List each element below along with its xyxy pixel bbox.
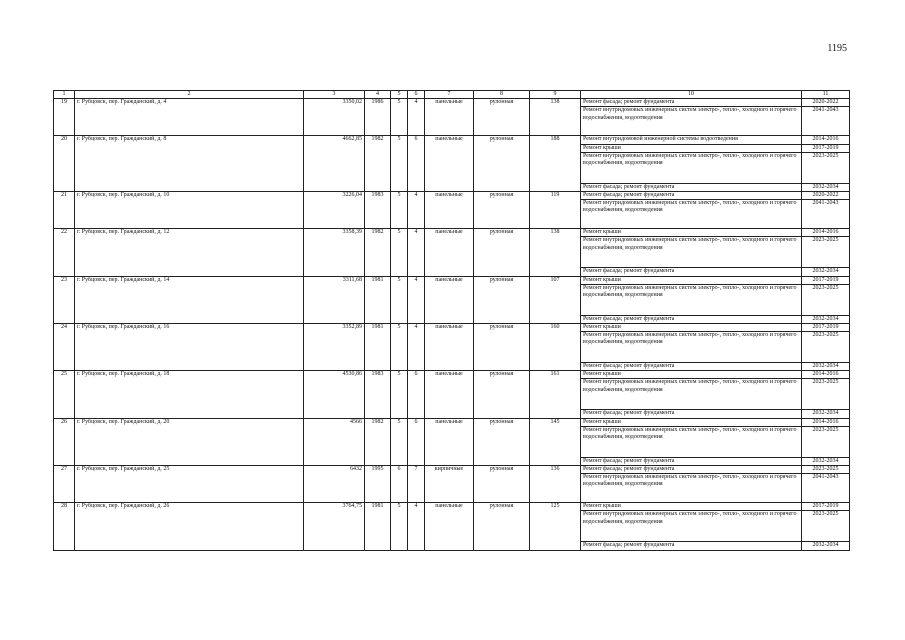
work-type-cell: Ремонт внутридомовых инженерных систем электро-, тепло-, холодного и горячего водоснабжения, водоотведения xyxy=(581,152,802,183)
floors-cell: 5 xyxy=(391,136,408,192)
table-row xyxy=(54,371,850,379)
work-type-cell: Ремонт фасада; ремонт фундамента xyxy=(581,191,802,199)
floors-cell: 5 xyxy=(391,229,408,276)
period-cell: 2017-2019 xyxy=(802,503,850,511)
work-type-cell: Ремонт фасада; ремонт фундамента xyxy=(581,183,802,191)
page-number: 1195 xyxy=(827,43,847,54)
period-cell: 2020-2022 xyxy=(802,191,850,199)
repair-schedule-table xyxy=(53,90,850,551)
work-type-cell: Ремонт фасада; ремонт фундамента xyxy=(581,315,802,323)
table-row xyxy=(54,503,850,511)
walls-cell: панельные xyxy=(425,229,474,276)
address-cell: г. Рубцовск, пер. Гражданский, д. 16 xyxy=(75,323,304,370)
period-cell: 2017-2019 xyxy=(802,144,850,152)
row-number: 26 xyxy=(54,418,75,465)
row-number: 25 xyxy=(54,371,75,418)
area-cell: 3350,02 xyxy=(304,99,365,136)
work-type-cell: Ремонт внутридомовых инженерных систем электро-, тепло-, холодного и горячего водоснабжения, водоотведения xyxy=(581,426,802,457)
walls-cell: панельные xyxy=(425,503,474,550)
entrances-cell: 6 xyxy=(408,418,425,465)
address-cell: г. Рубцовск, пер. Гражданский, д. 14 xyxy=(75,276,304,323)
roof-cell: рулонная xyxy=(474,229,530,276)
residents-cell: 161 xyxy=(530,371,581,418)
walls-cell: панельные xyxy=(425,418,474,465)
address-cell: г. Рубцовск, пер. Гражданский, д. 10 xyxy=(75,191,304,228)
table-row xyxy=(54,99,850,107)
column-number-7: 7 xyxy=(425,91,474,99)
year-cell: 1986 xyxy=(365,99,391,136)
residents-cell: 188 xyxy=(530,136,581,192)
residents-cell: 138 xyxy=(530,229,581,276)
work-type-cell: Ремонт фасада; ремонт фундамента xyxy=(581,363,802,371)
year-cell: 1982 xyxy=(365,229,391,276)
column-number-11: 11 xyxy=(802,91,850,99)
address-cell: г. Рубцовск, пер. Гражданский, д. 25 xyxy=(75,466,304,503)
column-number-5: 5 xyxy=(391,91,408,99)
work-type-cell: Ремонт внутридомовых инженерных систем электро-, тепло-, холодного и горячего водоснабжения, водоотведения xyxy=(581,511,802,542)
year-cell: 1983 xyxy=(365,191,391,228)
period-cell: 2014-2016 xyxy=(802,418,850,426)
period-cell: 2041-2043 xyxy=(802,200,850,229)
period-cell: 2032-2034 xyxy=(802,457,850,465)
column-number-9: 9 xyxy=(530,91,581,99)
work-type-cell: Ремонт фасада; ремонт фундамента xyxy=(581,99,802,107)
column-number-6: 6 xyxy=(408,91,425,99)
column-number-10: 10 xyxy=(581,91,802,99)
work-type-cell: Ремонт крыши xyxy=(581,503,802,511)
walls-cell: панельные xyxy=(425,136,474,192)
address-cell: г. Рубцовск, пер. Гражданский, д. 12 xyxy=(75,229,304,276)
work-type-cell: Ремонт фасада; ремонт фундамента xyxy=(581,466,802,474)
address-cell: г. Рубцовск, пер. Гражданский, д. 20 xyxy=(75,418,304,465)
year-cell: 1982 xyxy=(365,136,391,192)
work-type-cell: Ремонт крыши xyxy=(581,371,802,379)
address-cell: г. Рубцовск, пер. Гражданский, д. 26 xyxy=(75,503,304,550)
area-cell: 3358,39 xyxy=(304,229,365,276)
work-type-cell: Ремонт фасада; ремонт фундамента xyxy=(581,457,802,465)
period-cell: 2014-2016 xyxy=(802,371,850,379)
work-type-cell: Ремонт крыши xyxy=(581,323,802,331)
year-cell: 1995 xyxy=(365,466,391,503)
column-number-2: 2 xyxy=(75,91,304,99)
floors-cell: 5 xyxy=(391,191,408,228)
entrances-cell: 4 xyxy=(408,323,425,370)
roof-cell: рулонная xyxy=(474,99,530,136)
walls-cell: панельные xyxy=(425,276,474,323)
table-row xyxy=(54,323,850,331)
floors-cell: 5 xyxy=(391,276,408,323)
period-cell: 2032-2034 xyxy=(802,315,850,323)
year-cell: 1981 xyxy=(365,276,391,323)
year-cell: 1981 xyxy=(365,323,391,370)
period-cell: 2023-2025 xyxy=(802,332,850,363)
period-cell: 2023-2025 xyxy=(802,379,850,410)
area-cell: 6432 xyxy=(304,466,365,503)
entrances-cell: 7 xyxy=(408,466,425,503)
table-row xyxy=(54,191,850,199)
period-cell: 2017-2019 xyxy=(802,276,850,284)
residents-cell: 138 xyxy=(530,99,581,136)
work-type-cell: Ремонт фасада; ремонт фундамента xyxy=(581,542,802,550)
roof-cell: рулонная xyxy=(474,191,530,228)
table-row xyxy=(54,418,850,426)
table-row xyxy=(54,466,850,474)
column-number-8: 8 xyxy=(474,91,530,99)
period-cell: 2023-2025 xyxy=(802,284,850,315)
work-type-cell: Ремонт внутридомовых инженерных систем электро-, тепло-, холодного и горячего водоснабжения, водоотведения xyxy=(581,200,802,229)
floors-cell: 5 xyxy=(391,418,408,465)
period-cell: 2020-2022 xyxy=(802,99,850,107)
residents-cell: 107 xyxy=(530,276,581,323)
period-cell: 2032-2034 xyxy=(802,183,850,191)
roof-cell: рулонная xyxy=(474,418,530,465)
roof-cell: рулонная xyxy=(474,136,530,192)
period-cell: 2032-2034 xyxy=(802,268,850,276)
address-cell: г. Рубцовск, пер. Гражданский, д. 4 xyxy=(75,99,304,136)
column-number-4: 4 xyxy=(365,91,391,99)
period-cell: 2023-2025 xyxy=(802,237,850,268)
entrances-cell: 4 xyxy=(408,229,425,276)
work-type-cell: Ремонт внутридомовых инженерных систем электро-, тепло-, холодного и горячего водоснабжения, водоотведения xyxy=(581,284,802,315)
residents-cell: 136 xyxy=(530,466,581,503)
period-cell: 2032-2034 xyxy=(802,410,850,418)
floors-cell: 6 xyxy=(391,466,408,503)
residents-cell: 125 xyxy=(530,503,581,550)
period-cell: 2023-2025 xyxy=(802,466,850,474)
row-number: 23 xyxy=(54,276,75,323)
walls-cell: панельные xyxy=(425,191,474,228)
area-cell: 4566 xyxy=(304,418,365,465)
row-number: 19 xyxy=(54,99,75,136)
row-number: 22 xyxy=(54,229,75,276)
year-cell: 1983 xyxy=(365,371,391,418)
period-cell: 2041-2043 xyxy=(802,474,850,503)
address-cell: г. Рубцовск, пер. Гражданский, д. 8 xyxy=(75,136,304,192)
work-type-cell: Ремонт фасада; ремонт фундамента xyxy=(581,410,802,418)
area-cell: 3226,04 xyxy=(304,191,365,228)
walls-cell: панельные xyxy=(425,99,474,136)
area-cell: 4662,85 xyxy=(304,136,365,192)
work-type-cell: Ремонт внутридомовых инженерных систем электро-, тепло-, холодного и горячего водоснабжения, водоотведения xyxy=(581,332,802,363)
floors-cell: 5 xyxy=(391,371,408,418)
address-cell: г. Рубцовск, пер. Гражданский, д. 18 xyxy=(75,371,304,418)
walls-cell: панельные xyxy=(425,371,474,418)
roof-cell: рулонная xyxy=(474,371,530,418)
period-cell: 2023-2025 xyxy=(802,152,850,183)
header-row xyxy=(54,91,850,99)
row-number: 27 xyxy=(54,466,75,503)
period-cell: 2023-2025 xyxy=(802,511,850,542)
row-number: 21 xyxy=(54,191,75,228)
floors-cell: 5 xyxy=(391,323,408,370)
period-cell: 2032-2034 xyxy=(802,542,850,550)
entrances-cell: 6 xyxy=(408,371,425,418)
work-type-cell: Ремонт крыши xyxy=(581,276,802,284)
row-number: 24 xyxy=(54,323,75,370)
row-number: 20 xyxy=(54,136,75,192)
roof-cell: рулонная xyxy=(474,503,530,550)
column-number-3: 3 xyxy=(304,91,365,99)
work-type-cell: Ремонт внутридомовых инженерных систем электро-, тепло-, холодного и горячего водоснабжения, водоотведения xyxy=(581,379,802,410)
period-cell: 2017-2019 xyxy=(802,323,850,331)
roof-cell: рулонная xyxy=(474,466,530,503)
year-cell: 1981 xyxy=(365,503,391,550)
entrances-cell: 6 xyxy=(408,136,425,192)
work-type-cell: Ремонт внутридомовых инженерных систем электро-, тепло-, холодного и горячего водоснабжения, водоотведения xyxy=(581,474,802,503)
residents-cell: 145 xyxy=(530,418,581,465)
period-cell: 2014-2016 xyxy=(802,229,850,237)
entrances-cell: 4 xyxy=(408,99,425,136)
table-row xyxy=(54,136,850,144)
table-row xyxy=(54,229,850,237)
year-cell: 1982 xyxy=(365,418,391,465)
period-cell: 2041-2043 xyxy=(802,107,850,136)
period-cell: 2023-2025 xyxy=(802,426,850,457)
work-type-cell: Ремонт внутридомовых инженерных систем электро-, тепло-, холодного и горячего водоснабжения, водоотведения xyxy=(581,237,802,268)
entrances-cell: 4 xyxy=(408,276,425,323)
work-type-cell: Ремонт фасада; ремонт фундамента xyxy=(581,268,802,276)
area-cell: 3764,75 xyxy=(304,503,365,550)
period-cell: 2014-2016 xyxy=(802,136,850,144)
work-type-cell: Ремонт внутридомовой инженерной системы водоотведения xyxy=(581,136,802,144)
area-cell: 3352,89 xyxy=(304,323,365,370)
period-cell: 2032-2034 xyxy=(802,363,850,371)
roof-cell: рулонная xyxy=(474,323,530,370)
walls-cell: панельные xyxy=(425,323,474,370)
table-row xyxy=(54,276,850,284)
floors-cell: 5 xyxy=(391,503,408,550)
roof-cell: рулонная xyxy=(474,276,530,323)
entrances-cell: 4 xyxy=(408,503,425,550)
floors-cell: 5 xyxy=(391,99,408,136)
walls-cell: кирпичные xyxy=(425,466,474,503)
work-type-cell: Ремонт крыши xyxy=(581,144,802,152)
column-number-1: 1 xyxy=(54,91,75,99)
entrances-cell: 4 xyxy=(408,191,425,228)
row-number: 28 xyxy=(54,503,75,550)
residents-cell: 119 xyxy=(530,191,581,228)
work-type-cell: Ремонт крыши xyxy=(581,418,802,426)
work-type-cell: Ремонт крыши xyxy=(581,229,802,237)
area-cell: 3311,68 xyxy=(304,276,365,323)
area-cell: 4530,86 xyxy=(304,371,365,418)
residents-cell: 160 xyxy=(530,323,581,370)
work-type-cell: Ремонт внутридомовых инженерных систем электро-, тепло-, холодного и горячего водоснабжения, водоотведения xyxy=(581,107,802,136)
